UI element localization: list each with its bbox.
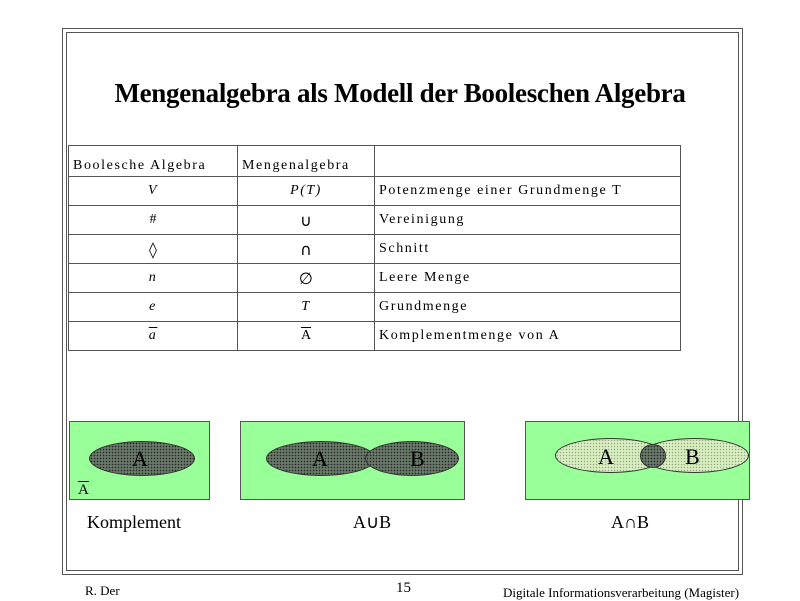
table-row: [69, 293, 681, 322]
cell-desc: Komplementmenge von A: [375, 322, 681, 351]
cell-boolean: ◊: [69, 235, 238, 264]
cell-set: ∅: [238, 264, 375, 293]
footer-course: Digitale Informationsverarbeitung (Magister): [503, 585, 740, 600]
complement-outside-label: $\overline{A}$: [78, 482, 89, 498]
intersection-overlap-region: [640, 444, 666, 468]
intersection-b-label: B: [685, 444, 700, 469]
table-row: [69, 322, 681, 351]
table-row: [69, 264, 681, 293]
cell-desc: Potenzmenge einer Grundmenge T: [375, 177, 681, 206]
cell-set: [238, 322, 375, 351]
complement-set-label: A: [132, 446, 148, 471]
slide-title: Mengenalgebra als Modell der Booleschen Algebra: [114, 78, 686, 108]
cell-desc: Grundmenge: [375, 293, 681, 322]
union-caption: A∪B: [353, 512, 392, 532]
union-a-label: A: [312, 446, 328, 471]
union-b-label: B: [410, 446, 425, 471]
cell-boolean: [69, 322, 238, 351]
header-boolean: Boolesche Algebra: [69, 146, 238, 177]
cell-boolean: n: [69, 264, 238, 293]
cell-set: T: [238, 293, 375, 322]
table-header-row: [69, 146, 681, 177]
cell-boolean: e: [69, 293, 238, 322]
cell-set: P(T): [238, 177, 375, 206]
cell-desc: Vereinigung: [375, 206, 681, 235]
cell-set: ∪: [238, 206, 375, 235]
intersection-a-label: A: [598, 444, 614, 469]
cell-boolean: V: [69, 177, 238, 206]
table-row: [69, 177, 681, 206]
header-set: Mengenalgebra: [238, 146, 375, 177]
cell-desc: Leere Menge: [375, 264, 681, 293]
intersection-caption: A∩B: [611, 512, 650, 532]
table-row: [69, 206, 681, 235]
cell-desc: Schnitt: [375, 235, 681, 264]
header-desc: [375, 146, 681, 177]
complement-caption: Komplement: [87, 512, 181, 532]
overlined-a: $\overline{a}$: [148, 328, 158, 343]
overlined-A: $\overline{A}$: [300, 328, 312, 343]
footer-author: R. Der: [85, 583, 120, 598]
table-row: [69, 235, 681, 264]
cell-set: ∩: [238, 235, 375, 264]
cell-boolean: #: [69, 206, 238, 235]
footer-page-number: 15: [396, 580, 411, 596]
operations-table: [68, 145, 681, 351]
